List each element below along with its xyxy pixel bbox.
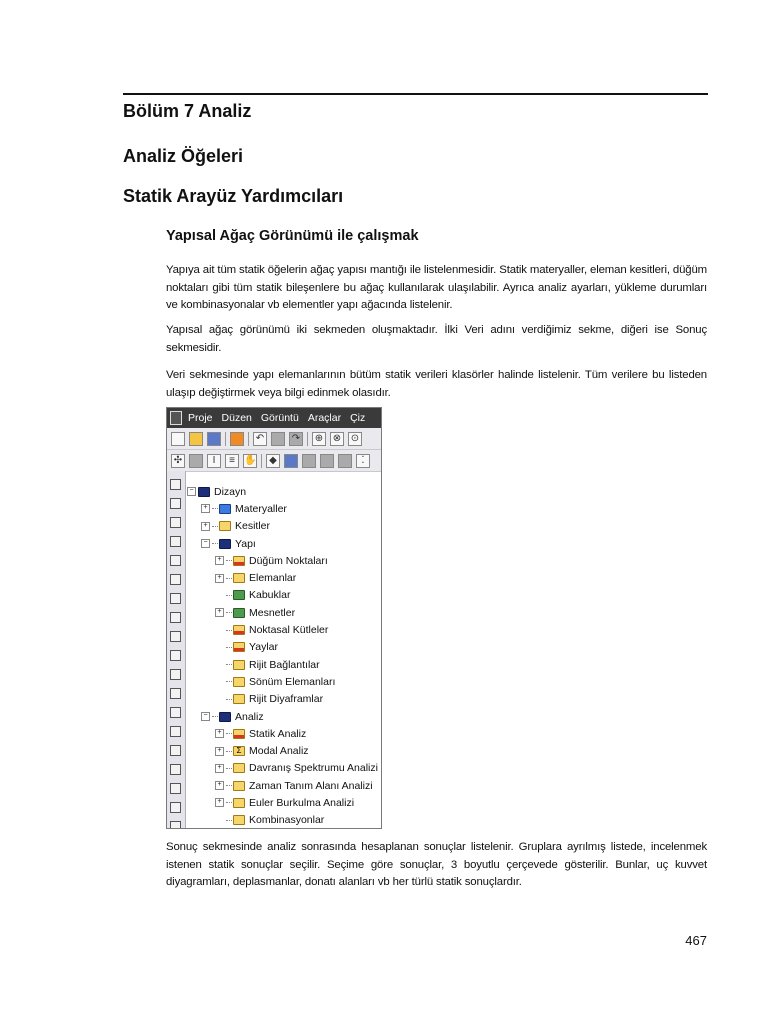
tool-icon[interactable] [170, 764, 181, 775]
section-title: Analiz Öğeleri [123, 146, 244, 166]
collapse-icon[interactable]: − [201, 712, 210, 721]
tree-label: Yapı [235, 537, 256, 550]
tool-icon[interactable] [170, 555, 181, 566]
tree-connector [226, 768, 232, 769]
analyze-icon[interactable] [230, 432, 244, 446]
tree-item-kombinasyonlar[interactable] [187, 812, 381, 829]
tree-item-yaylar[interactable] [187, 639, 381, 656]
tree-connector [226, 560, 232, 561]
tree-label: Elemanlar [249, 572, 297, 585]
tree-connector [226, 785, 232, 786]
support-icon[interactable] [284, 454, 298, 468]
tool-icon[interactable] [170, 593, 181, 604]
menu-duzen[interactable]: Düzen [221, 412, 252, 424]
tree-label: Statik Analiz [249, 727, 307, 740]
collapse-icon[interactable]: − [201, 539, 210, 548]
tree-item-mesnetler[interactable] [187, 604, 381, 621]
page-number: 467 [685, 933, 707, 948]
tool-icon[interactable] [170, 631, 181, 642]
tree-item-davranis-spektrumu[interactable] [187, 760, 381, 777]
tool-icon[interactable] [170, 745, 181, 756]
spring-icon [302, 454, 316, 468]
paragraph-1: Yapıya ait tüm statik öğelerin ağaç yapısı mantığı ile listelenmesidir. Statik materyaller, eleman kesitleri, düğüm noktaları gibi tüm statik bileşenlere bu ağaç kullanılarak ulaşılabilir. Ayrıca analiz ayarları, yükleme durumları ve kombinasyonalar vb elementler yapı ağacında listelenir. [166, 264, 707, 311]
zoom-window-icon[interactable]: ⊗ [330, 432, 344, 446]
tool-icon[interactable] [170, 612, 181, 623]
menu-araclar[interactable]: Araçlar [307, 412, 342, 424]
node-icon[interactable]: ✣ [171, 454, 185, 468]
collapse-icon[interactable]: − [187, 487, 196, 496]
tree-item-noktasal-kutleler[interactable] [187, 621, 381, 638]
hand-icon[interactable]: ✋ [244, 454, 257, 466]
tool-icon[interactable] [170, 688, 181, 699]
document-icon [170, 411, 182, 425]
tree-connector [226, 681, 232, 682]
toolbar-separator [307, 432, 308, 446]
column-icon[interactable]: I [207, 454, 221, 468]
diaphragms-folder-icon [233, 694, 245, 704]
side-toolbar [167, 471, 186, 828]
static-analysis-icon [233, 729, 245, 739]
mass-icon [320, 454, 334, 468]
menu-bar [167, 408, 381, 428]
tree-connector [226, 664, 232, 665]
tree-item-yapi[interactable] [187, 535, 381, 552]
tree-label: Sönüm Elemanları [249, 675, 336, 688]
zoom-icon[interactable]: ⊕ [312, 432, 326, 446]
tree-label: Rijit Diyaframlar [249, 693, 324, 706]
tree-label: Kombinasyonlar [249, 814, 325, 827]
paragraph-3: Veri sekmesinde yapı elemanlarının bütüm statik verileri klasörler halinde listelenir. Tüm verilere bu listeden ulaşıp değiştirmek veya bilgi edinmek olasıdır. [166, 369, 707, 399]
tree-connector [226, 802, 232, 803]
toolbar-separator [225, 432, 226, 446]
tool-icon[interactable] [170, 517, 181, 528]
save-icon[interactable] [207, 432, 221, 446]
tree-connector [212, 716, 218, 717]
folder-icon [233, 660, 245, 670]
toolbar-separator [261, 454, 262, 468]
tree-label: Noktasal Kütleler [249, 624, 329, 637]
tree-connector [226, 699, 232, 700]
tool-icon[interactable] [170, 479, 181, 490]
tree-connector [226, 751, 232, 752]
expand-icon[interactable]: + [215, 729, 224, 738]
subsection-title: Statik Arayüz Yardımcıları [123, 186, 344, 206]
tree-item-zaman-tanim-alani[interactable] [187, 777, 381, 794]
redo-icon: ↷ [289, 432, 303, 446]
tool-icon[interactable] [170, 574, 181, 585]
tree-label: Mesnetler [249, 606, 296, 619]
tree-item-rijit-baglantilar[interactable] [187, 656, 381, 673]
tool-icon[interactable] [170, 669, 181, 680]
structure-tree-screenshot [166, 407, 382, 829]
tree-connector [212, 543, 218, 544]
expand-icon[interactable]: + [215, 781, 224, 790]
tree-item-modal-analiz[interactable] [187, 742, 381, 759]
expand-icon[interactable]: + [215, 608, 224, 617]
toolbar-separator [248, 432, 249, 446]
open-folder-icon[interactable] [189, 432, 203, 446]
tree-item-euler-burkulma[interactable] [187, 794, 381, 811]
expand-icon[interactable]: + [215, 556, 224, 565]
combinations-icon [233, 815, 245, 825]
buckling-icon [233, 798, 245, 808]
tree-item-sonum-elemanlari[interactable] [187, 673, 381, 690]
folder-icon [233, 573, 245, 583]
toolbar-draw [167, 450, 381, 472]
expand-icon[interactable]: + [201, 504, 210, 513]
supports-folder-icon [233, 608, 245, 618]
header-rule [123, 93, 708, 95]
materials-folder-icon [219, 504, 231, 514]
tree-connector [212, 508, 218, 509]
link-icon [338, 454, 352, 468]
tree-label: Analiz [235, 710, 264, 723]
design-icon [198, 487, 210, 497]
tree-connector [226, 612, 232, 613]
tree-item-dugum-noktalari[interactable] [187, 552, 381, 569]
paragraph-2: Yapısal ağaç görünümü iki sekmeden oluşmaktadır. İlki Veri adını verdiğimiz sekme, diğeri ise Sonuç sekmesidir. [166, 324, 707, 354]
tree-connector [226, 578, 232, 579]
shells-folder-icon [233, 590, 245, 600]
new-file-icon[interactable] [171, 432, 185, 446]
tree-connector [226, 630, 232, 631]
springs-folder-icon [233, 642, 245, 652]
expand-icon[interactable]: + [201, 522, 210, 531]
grid-icon[interactable]: ⁚ [356, 454, 370, 468]
undo-icon[interactable]: ↶ [253, 432, 267, 446]
panel-body [167, 471, 381, 828]
tree-item-statik-analiz[interactable] [187, 725, 381, 742]
expand-icon[interactable]: + [215, 798, 224, 807]
menu-ciz[interactable]: Çiz [350, 412, 366, 424]
tree-label: Davranış Spektrumu Analizi [249, 762, 378, 775]
menu-proje[interactable]: Proje [188, 412, 213, 424]
tree-connector [212, 526, 218, 527]
tree-label: Kesitler [235, 520, 271, 533]
tree-label: Modal Analiz [249, 745, 309, 758]
tree-label: Düğüm Noktaları [249, 554, 328, 567]
tree-item-materyaller[interactable] [187, 500, 381, 517]
nodes-folder-icon [233, 556, 245, 566]
expand-icon[interactable]: + [215, 764, 224, 773]
toolbar-main [167, 428, 381, 450]
paragraph-4: Sonuç sekmesinde analiz sonrasında hesaplanan sonuçlar listelenir. Gruplara ayrılmış listede, incelenmek istenen statik sonuçlar seçilir. Seçime göre sonuçlar, 3 boyutlu çerçevede gösterilir. Bunlar, uç kuvvet diyagramları, deplasmanlar, donatı alanları vb her türlü statik sonuçlardır. [166, 841, 707, 888]
masses-folder-icon [233, 625, 245, 635]
tree-item-kabuklar[interactable] [187, 587, 381, 604]
sections-icon [219, 521, 231, 531]
tool-icon[interactable] [170, 498, 181, 509]
tool-icon[interactable] [170, 802, 181, 813]
tree-item-dizayn[interactable] [187, 483, 381, 500]
menu-goruntu[interactable]: Görüntü [260, 412, 299, 424]
tool-icon[interactable] [170, 536, 181, 547]
tree-connector [226, 595, 232, 596]
chapter-title: Bölüm 7 Analiz [123, 101, 252, 121]
tool-icon[interactable] [170, 707, 181, 718]
tree-label: Dizayn [214, 485, 247, 498]
tree-connector [226, 820, 232, 821]
analysis-icon [219, 712, 231, 722]
tool-icon[interactable] [170, 726, 181, 737]
subsubsection-title: Yapısal Ağaç Görünümü ile çalışmak [166, 228, 419, 244]
sigma-icon: Σ [233, 746, 245, 756]
tree-label: Zaman Tanım Alanı Analizi [249, 779, 373, 792]
disabled-icon [271, 432, 285, 446]
tree-label: Materyaller [235, 502, 287, 515]
time-history-icon [233, 781, 245, 791]
tool-icon[interactable] [170, 650, 181, 661]
tree-item-rijit-diyaframlar[interactable] [187, 691, 381, 708]
expand-icon[interactable]: + [215, 574, 224, 583]
beam-icon[interactable]: ≡ [225, 454, 239, 468]
structure-tree [187, 483, 381, 829]
zoom-extents-icon[interactable]: ⊙ [348, 432, 362, 446]
tree-connector [226, 647, 232, 648]
spectrum-icon [233, 763, 245, 773]
expand-icon[interactable]: + [215, 747, 224, 756]
tree-label: Kabuklar [249, 589, 291, 602]
structure-icon [219, 539, 231, 549]
tool-icon[interactable] [170, 783, 181, 794]
tree-item-elemanlar[interactable] [187, 569, 381, 586]
dampers-folder-icon [233, 677, 245, 687]
tree-connector [226, 733, 232, 734]
tool-icon[interactable] [170, 821, 181, 829]
tree-label: Euler Burkulma Analizi [249, 796, 355, 809]
tree-item-analiz[interactable] [187, 708, 381, 725]
line-icon [189, 454, 203, 468]
tree-label: Yaylar [249, 641, 278, 654]
shell-icon[interactable]: ◆ [266, 454, 280, 468]
tree-item-kesitler[interactable] [187, 518, 381, 535]
tree-label: Rijit Bağlantılar [249, 658, 320, 671]
